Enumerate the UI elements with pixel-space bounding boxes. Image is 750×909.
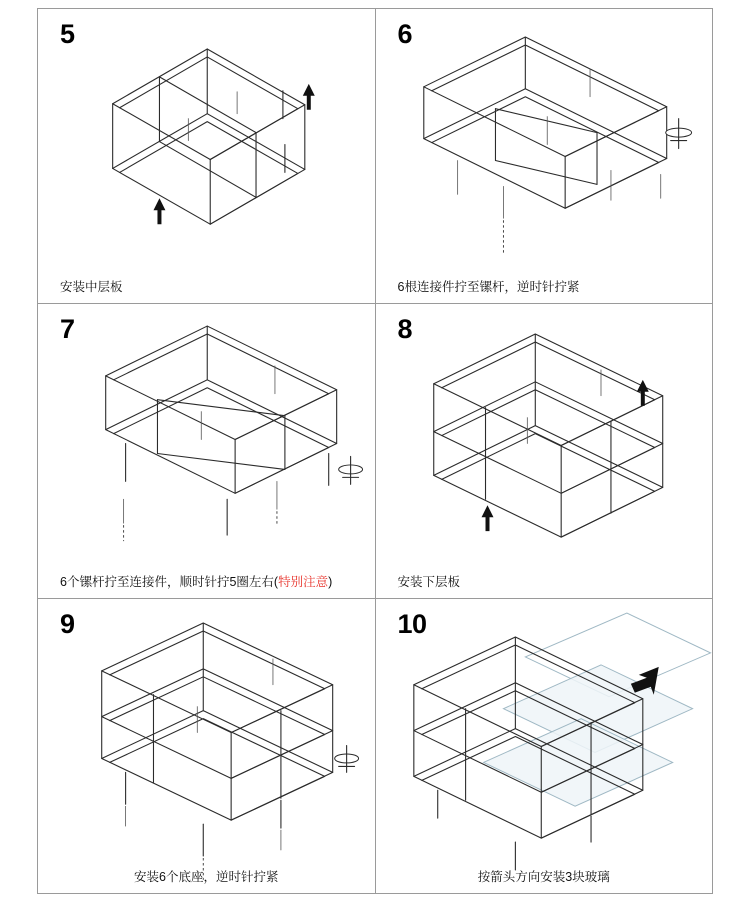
connector-part-icon	[665, 119, 691, 149]
step-cell-8	[376, 304, 714, 599]
step-cell-9	[38, 599, 376, 894]
step-cell-10	[376, 599, 714, 894]
step-illustration-10	[376, 599, 713, 893]
step-cell-6	[376, 9, 714, 304]
step-number-9: 9	[60, 609, 75, 639]
step-caption-8: 安装下层板	[397, 575, 461, 589]
step-caption-10: 按箭头方向安装3块玻璃	[477, 870, 610, 884]
step-caption-9: 安装6个底座，逆时针拧紧	[134, 870, 279, 884]
step-illustration-6	[376, 9, 713, 303]
step-illustration-7	[38, 304, 375, 598]
step-caption-7	[38, 575, 375, 590]
steps-grid	[37, 8, 713, 894]
step-caption-7-text: 6个镙杆拧至连接件，顺时针拧5圈左右	[60, 575, 274, 589]
step-illustration-9	[38, 599, 375, 893]
step-caption-7-paren-close: )	[328, 575, 333, 589]
step-illustration-8	[376, 304, 713, 598]
screw-part-icon	[339, 456, 363, 484]
step-caption-6: 6根连接件拧至镙杆，逆时针拧紧	[397, 280, 580, 294]
step-illustration-5	[38, 9, 375, 303]
step-cell-7	[38, 304, 376, 599]
step-number-10: 10	[397, 609, 427, 639]
step-caption-7-paren-open: (	[273, 575, 279, 589]
step-caption-5: 安装中层板	[60, 280, 123, 294]
arrow-up-icon	[481, 380, 648, 531]
step-cell-5	[38, 9, 376, 304]
step-number-5: 5	[60, 19, 75, 49]
step-number-8: 8	[397, 314, 413, 344]
step-number-7: 7	[60, 314, 75, 344]
step-caption-7-warning: 特别注意	[278, 575, 329, 589]
step-number-6: 6	[397, 19, 413, 49]
foot-part-icon	[335, 746, 359, 773]
